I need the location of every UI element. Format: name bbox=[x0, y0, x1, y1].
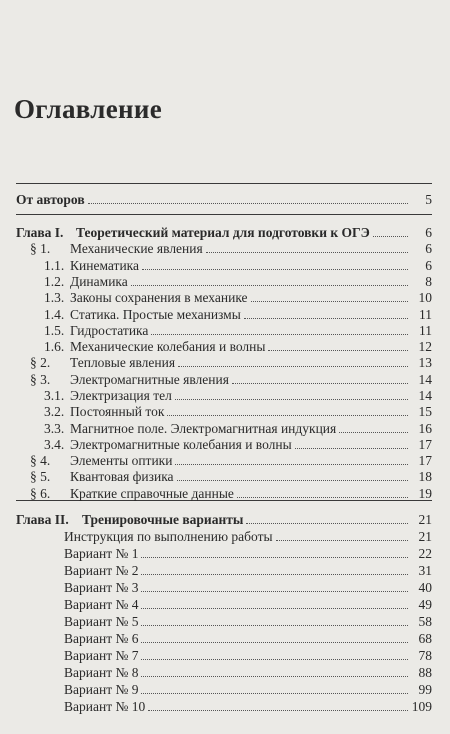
toc-entry-page: 6 bbox=[425, 241, 432, 256]
toc-entry-number: 1.5. bbox=[44, 323, 65, 338]
dot-leader bbox=[142, 269, 408, 270]
dot-leader bbox=[339, 432, 408, 433]
dot-leader bbox=[141, 659, 408, 660]
toc-entry-number: 1.1. bbox=[44, 258, 65, 273]
toc-entry-page: 19 bbox=[418, 486, 432, 501]
toc-entry-number: § 6. bbox=[30, 486, 51, 501]
dot-leader bbox=[141, 642, 408, 643]
toc-entry bbox=[16, 510, 432, 528]
toc-entry-label: Тепловые явления bbox=[70, 355, 176, 370]
toc-entry-page: 11 bbox=[419, 307, 432, 322]
rule-top bbox=[16, 183, 432, 184]
toc-entry-label: Кинематика bbox=[70, 258, 140, 273]
toc-entry-page: 17 bbox=[418, 453, 432, 468]
toc-entry-number: § 4. bbox=[30, 453, 51, 468]
toc-entry-page: 15 bbox=[418, 404, 432, 419]
toc-entry-label: Гидростатика bbox=[70, 323, 149, 338]
toc-entry bbox=[16, 527, 432, 545]
toc-entry-label: Электромагнитные колебания и волны bbox=[70, 437, 292, 452]
toc-entry-label: Вариант № 1 bbox=[64, 546, 139, 561]
toc-entry-number: 1.6. bbox=[44, 339, 65, 354]
toc-entry bbox=[16, 595, 432, 613]
toc-entry-page: 17 bbox=[418, 437, 432, 452]
toc-entry-page: 40 bbox=[418, 580, 432, 595]
toc-entry-label: Элементы оптики bbox=[70, 453, 173, 468]
dot-leader bbox=[244, 318, 408, 319]
toc-entry bbox=[16, 646, 432, 664]
toc-entry bbox=[16, 239, 432, 257]
dot-leader bbox=[141, 608, 408, 609]
toc-entry bbox=[16, 697, 432, 715]
toc-entry-page: 13 bbox=[418, 355, 432, 370]
toc-entry-page: 58 bbox=[418, 614, 432, 629]
toc-entry-page: 8 bbox=[425, 274, 432, 289]
toc-entry-label: Вариант № 7 bbox=[64, 648, 139, 663]
dot-leader bbox=[141, 625, 408, 626]
toc-entry bbox=[16, 190, 432, 208]
toc-entry-page: 21 bbox=[418, 529, 432, 544]
toc-entry-label: Вариант № 5 bbox=[64, 614, 139, 629]
toc-entry-number: § 2. bbox=[30, 355, 51, 370]
toc-entry-label: Статика. Простые механизмы bbox=[70, 307, 241, 322]
toc-entry-label: Тренировочные варианты bbox=[82, 512, 244, 527]
toc-entry-label: Квантовая физика bbox=[70, 469, 174, 484]
dot-leader bbox=[237, 497, 408, 498]
toc-entry-page: 14 bbox=[418, 388, 432, 403]
toc-entry-page: 6 bbox=[425, 225, 432, 240]
toc-entry-number: Глава II. bbox=[16, 512, 69, 527]
toc-entry-label: Законы сохранения в механике bbox=[70, 290, 248, 305]
toc-entry-number: 1.3. bbox=[44, 290, 65, 305]
toc-entry bbox=[16, 402, 432, 420]
toc-entry-label: Вариант № 2 bbox=[64, 563, 139, 578]
dot-leader bbox=[206, 252, 408, 253]
toc-entry-page: 78 bbox=[418, 648, 432, 663]
dot-leader bbox=[232, 383, 408, 384]
dot-leader bbox=[141, 557, 408, 558]
toc-entry-page: 68 bbox=[418, 631, 432, 646]
toc-entry bbox=[16, 484, 432, 502]
dot-leader bbox=[167, 415, 408, 416]
toc-entry-page: 49 bbox=[418, 597, 432, 612]
dot-leader bbox=[251, 301, 408, 302]
toc-entry-number: § 1. bbox=[30, 241, 51, 256]
toc-entry-page: 18 bbox=[418, 469, 432, 484]
toc-entry-page: 12 bbox=[418, 339, 432, 354]
toc-entry bbox=[16, 561, 432, 579]
dot-leader bbox=[295, 448, 408, 449]
dot-leader bbox=[131, 285, 408, 286]
rule-middle bbox=[16, 214, 432, 215]
toc-entry bbox=[16, 353, 432, 371]
toc-entry-label: Постоянный ток bbox=[70, 404, 165, 419]
dot-leader bbox=[141, 591, 408, 592]
toc-entry-label: Вариант № 3 bbox=[64, 580, 139, 595]
toc-entry-page: 21 bbox=[418, 512, 432, 527]
dot-leader bbox=[141, 676, 408, 677]
toc-entry-page: 99 bbox=[418, 682, 432, 697]
dot-leader bbox=[177, 480, 408, 481]
toc-entry-page: 11 bbox=[419, 323, 432, 338]
dot-leader bbox=[268, 350, 408, 351]
toc-entry-label: Магнитное поле. Электромагнитная индукция bbox=[70, 421, 337, 436]
dot-leader bbox=[148, 710, 408, 711]
toc-entry-number: § 5. bbox=[30, 469, 51, 484]
toc-entry-page: 6 bbox=[425, 258, 432, 273]
toc-entry bbox=[16, 544, 432, 562]
page-title: Оглавление bbox=[14, 94, 162, 124]
dot-leader bbox=[175, 464, 408, 465]
toc-entry-label: Электромагнитные явления bbox=[70, 372, 229, 387]
toc-entry bbox=[16, 629, 432, 647]
toc-entry-label: Теоретический материал для подготовки к ОГЭ bbox=[76, 225, 370, 240]
toc-entry bbox=[16, 467, 432, 485]
toc-entry-label: Электризация тел bbox=[70, 388, 172, 403]
toc-entry-number: 3.2. bbox=[44, 404, 65, 419]
dot-leader bbox=[151, 334, 408, 335]
toc-entry bbox=[16, 663, 432, 681]
toc-entry-label: Инструкция по выполнению работы bbox=[64, 529, 273, 544]
dot-leader bbox=[178, 366, 408, 367]
toc-entry-label: Вариант № 8 bbox=[64, 665, 139, 680]
toc-entry-label: Механические явления bbox=[70, 241, 203, 256]
toc-entry-number: 3.1. bbox=[44, 388, 65, 403]
toc-entry bbox=[16, 680, 432, 698]
toc-entry-number: Глава I. bbox=[16, 225, 64, 240]
dot-leader bbox=[373, 236, 408, 237]
toc-entry-label: От авторов bbox=[16, 192, 85, 207]
toc-entry-number: 1.4. bbox=[44, 307, 65, 322]
toc-entry-label: Динамика bbox=[70, 274, 128, 289]
dot-leader bbox=[88, 203, 408, 204]
toc-entry-label: Вариант № 4 bbox=[64, 597, 139, 612]
toc-entry-page: 31 bbox=[418, 563, 432, 578]
toc-entry-number: 3.3. bbox=[44, 421, 65, 436]
toc-entry-page: 14 bbox=[418, 372, 432, 387]
toc-entry-page: 10 bbox=[418, 290, 432, 305]
toc-entry-page: 109 bbox=[411, 699, 432, 714]
toc-entry-page: 22 bbox=[418, 546, 432, 561]
toc-entry-label: Вариант № 9 bbox=[64, 682, 139, 697]
toc-entry-number: 1.2. bbox=[44, 274, 65, 289]
dot-leader bbox=[141, 693, 408, 694]
dot-leader bbox=[276, 540, 408, 541]
toc-entry-label: Краткие справочные данные bbox=[70, 486, 234, 501]
toc-entry bbox=[16, 578, 432, 596]
dot-leader bbox=[141, 574, 408, 575]
toc-entry-page: 5 bbox=[425, 192, 432, 207]
dot-leader bbox=[246, 523, 408, 524]
toc-entry-label: Механические колебания и волны bbox=[70, 339, 266, 354]
toc-entry-number: 3.4. bbox=[44, 437, 65, 452]
toc-entry-label: Вариант № 10 bbox=[64, 699, 146, 714]
toc-entry-number: § 3. bbox=[30, 372, 51, 387]
toc-entry bbox=[16, 288, 432, 306]
toc-entry-page: 88 bbox=[418, 665, 432, 680]
toc-entry-label: Вариант № 6 bbox=[64, 631, 139, 646]
bleed-through-text bbox=[170, 58, 440, 238]
dot-leader bbox=[175, 399, 408, 400]
toc-entry bbox=[16, 612, 432, 630]
toc-entry-page: 16 bbox=[418, 421, 432, 436]
